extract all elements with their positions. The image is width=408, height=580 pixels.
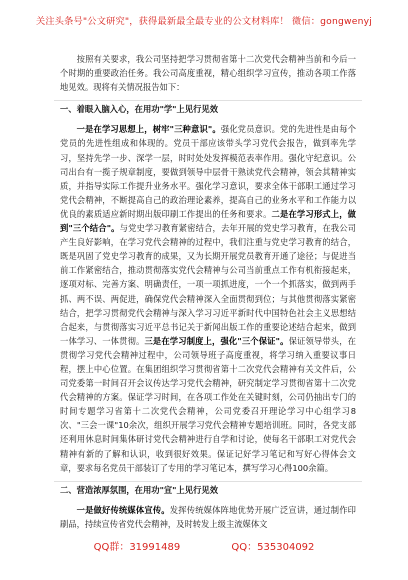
- document-body: [60, 52, 356, 531]
- paragraph-2-lead: 二是在学习形式上，做到"三个结合"。: [60, 208, 356, 234]
- intro-paragraph: 按照有关要求，我公司坚持把学习贯彻省第十二次党代会精神当前和今后一个时期的重要政治任务。我公司高度重视，精心组织学习宣传，推动各项工作落地见效。现将有关情况报告如下：: [60, 54, 356, 93]
- footer-qq: QQ：535304092: [231, 542, 315, 553]
- paragraph-3-text: 保证领导带头，在贯彻学习党代会精神过程中，公司领导班子高度重视，将学习纳入重要议事日程，摆上中心位置。在集团组织学习贯彻省第十二次党代会精神有关文件后，公司党委第一时间召开会议传达学习党代会精神，研究制定学习贯彻省第十二次党代会精神的方案。保证学习时间，在各项工作处在关键时刻，公司仍抽出专门的时间专题学习省第十二次党代会精神，公司党委召开理论学习中心组学习8次、"三会一课"10余次，组织开展学习党代会精神专题培训班。同时，各党支部还利用休息时间集体研讨党代会精神进行自学和讨论，使每名干部职工对党代会精神有新的了解和认识，收到很好效果。保证记好学习笔记和写好心得体会文章，要求每名党员干部装订了专用的学习笔记本，撰写学习心得100余篇。: [60, 335, 356, 473]
- paragraph-4-lead: 一是做好传统媒体宣传。: [76, 504, 170, 515]
- paragraph-1-lead: 一是在学习思想上，树牢"三种意识"。: [76, 124, 221, 135]
- header-banner: [0, 0, 408, 58]
- paragraph-4: [60, 503, 356, 531]
- paragraph-1: [60, 122, 356, 474]
- paragraph-3-lead: 三是在学习制度上，强化"三个保证"。: [144, 335, 289, 346]
- paragraph-2-text: 与党史学习教育紧密结合，去年开展的党史学习教育，在我公司产生良好影响，在学习党代会精神的过程中，我们注重与党史学习教育的结合，既是巩固了党史学习教育的成果，又为长期开展党员教育开通了途径；与促进当前工作紧密结合，推动贯彻落实党代会精神与公司当前重点工作有机衔接起来，逐项对标、完善方案、明确责任，一项一项抓进度，一个一个抓落实，做到两手抓、两不误、两促进，确保党代会精神深入全面贯彻到位；与其他贯彻落实紧密结合，把学习贯彻党代会精神与深入学习习近平新时代中国特色社会主义思想结合起来，与贯彻落实习近平总书记关于新闻出版工作的重要论述结合起来，做到一体学习、一体贯彻。: [60, 223, 356, 346]
- section-heading-2: 二、营造浓厚氛围，在用功"宣"上见行见效: [54, 481, 362, 498]
- paragraph-1-text: 强化党员意识。党的先进性是由每个党员的先进性组成和体现的。党员干部应该带头学习党代会报告，做到率先学习，坚持先学一步、深学一层，时时处处发挥模范表率作用。强化守纪意识。公司出台有一揽子规章制度，要做到领导中层骨干熟读党代会精神，领会其精神实质，并指导实际工作提升业务水平。强化学习意识，要求全体干部职工通过学习党代会精神，不断提高自己的政治理论素养，提高自己的业务水平和工作能力以优良的素质适应新时期出版印刷工作提出的任务和要求。: [60, 124, 356, 219]
- banner-text: 关注头条号"公文研究"，获得最新最全最专业的公文材料库！ 微信：gongwenyj: [35, 16, 373, 27]
- footer-contact: [0, 538, 408, 553]
- paragraph-4-text: 发挥传统媒体阵地优势开展广泛宣讲，通过制作印刷品，持续宣传省党代会精神，及时转发上级主流媒体文: [60, 504, 356, 529]
- section-heading-1: 一、着眼入脑入心，在用功"学"上见行见效: [54, 100, 362, 117]
- footer-qq-group: QQ群：31991489: [93, 542, 181, 553]
